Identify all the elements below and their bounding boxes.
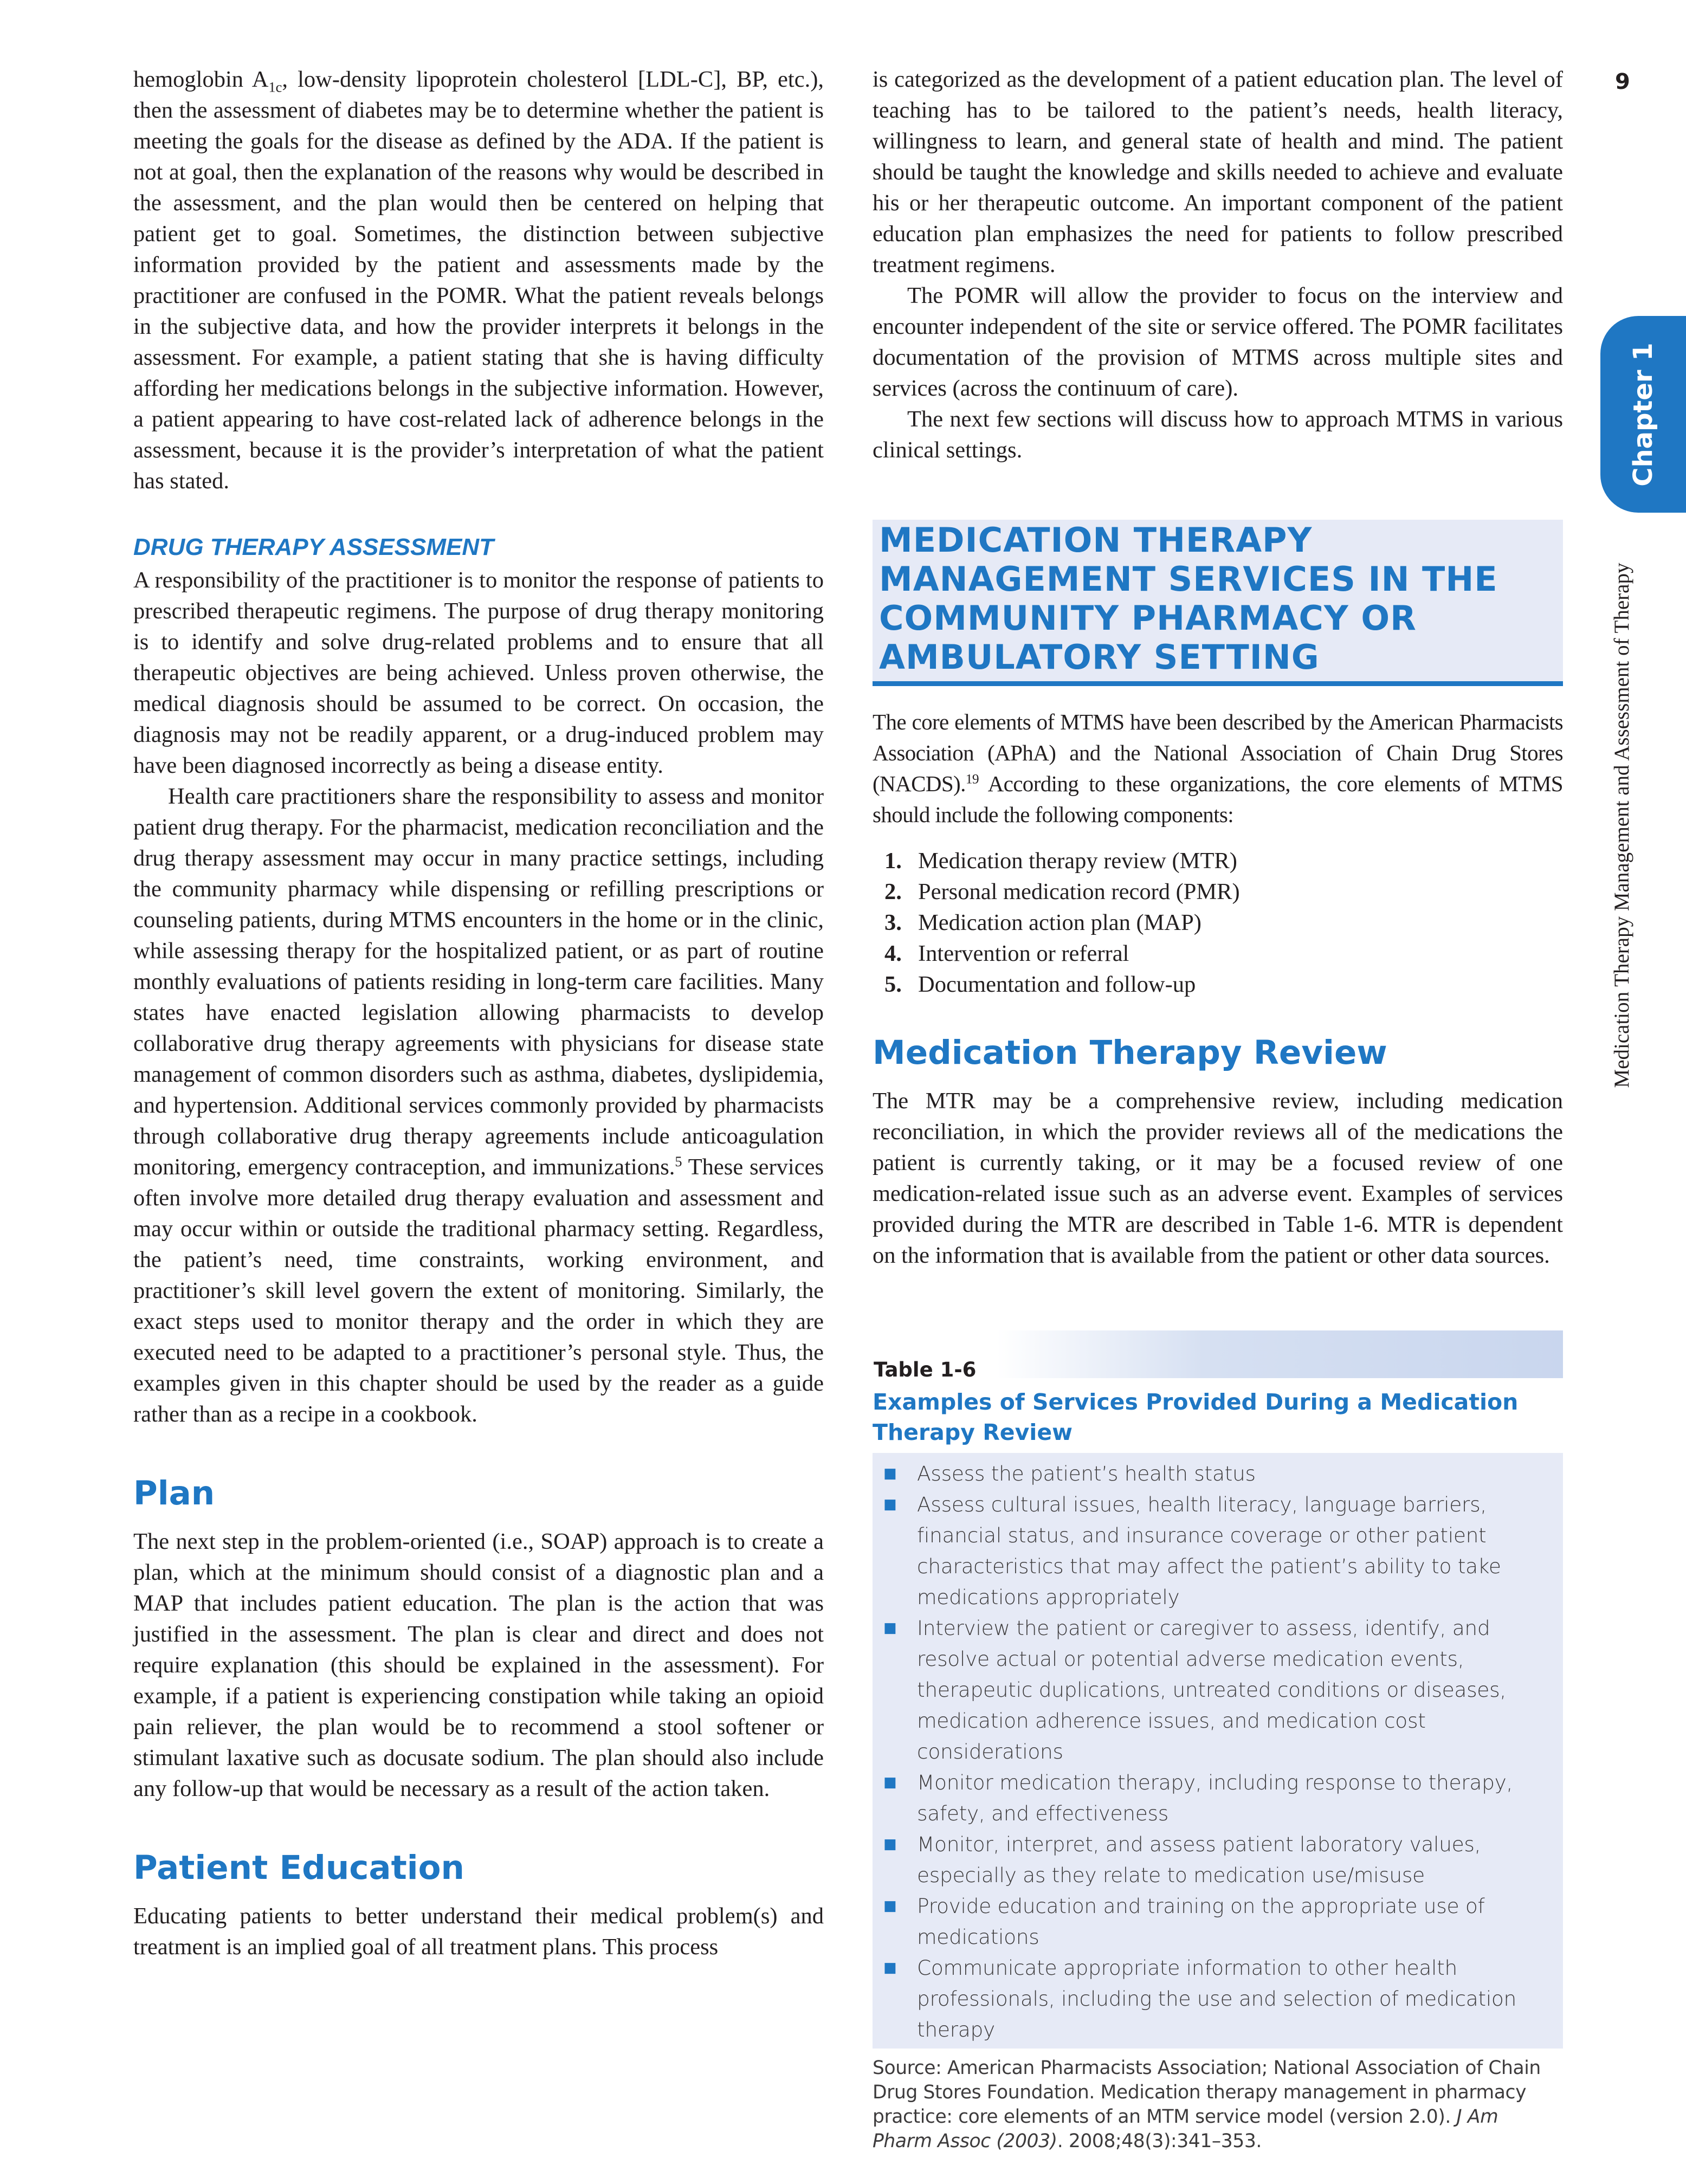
- intro-paragraph: [873, 707, 1563, 830]
- list-text: Intervention or referral: [918, 941, 1129, 966]
- core-elements-list: [873, 845, 1563, 1000]
- section-heading: MEDICATION THERAPY MANAGEMENT SERVICES IN THE COMMUNITY PHARMACY OR AMBULATORY SETTING: [879, 520, 1498, 677]
- drug-therapy-paragraph-1: A responsibility of the practitioner is to monitor the response of patients to prescribed therapeutic regimens. The purpose of drug therapy monitoring is to identify and solve drug-related problems and to ensure that all therapeutic objectives are being achieved. Unless proven otherwise, the medical diagnosis should be assumed to be correct. On occasion, the diagnosis may not be readily apparent, or a drug-induced problem may have been diagnosed incorrectly as being a disease entity.: [133, 567, 824, 778]
- table-row: [882, 1829, 1554, 1891]
- text-run: According to these organizations, the core elements of MTMS should include the following components:: [873, 771, 1563, 827]
- reference-marker: 5: [675, 1153, 682, 1169]
- list-item: [873, 907, 1563, 938]
- list-text: Medication therapy review (MTR): [918, 848, 1237, 874]
- text-run: . 2008;48(3):341–353.: [1057, 2130, 1262, 2152]
- patient-education-paragraph: Educating patients to better understand their medical problem(s) and treatment is an implied goal of all treatment plans. This process: [133, 1903, 824, 1960]
- text-run: Health care practitioners share the responsibility to assess and monitor patient drug therapy. For the pharmacist, medication reconciliation and the drug therapy assessment may occur in many practice settings, including the community pharmacy while dispensing or refilling prescriptions or counseling patients, during MTMS encounters in the home or in the clinic, while assessing therapy for the hospitalized patient, or as part of routine monthly evaluations of patients residing in long-term care facilities. Many states have enacted legislation allowing pharmacists to develop collaborative drug therapy agreements with physicians for disease state management of common disorders such as asthma, diabetes, dyslipidemia, and hypertension. Additional services commonly provided by pharmacists through collaborative drug therapy agreements include anticoagulation monitoring, emergency contraception, and immunizations.: [133, 784, 824, 1180]
- patient-education-heading: Patient Education: [133, 1849, 464, 1887]
- chapter-tab-label: Chapter 1: [1628, 342, 1658, 487]
- list-text: Documentation and follow-up: [918, 972, 1196, 997]
- page-number: 9: [1615, 69, 1630, 94]
- table-body: [873, 1453, 1563, 2049]
- right-column: [873, 64, 1563, 2154]
- drug-therapy-heading: DRUG THERAPY ASSESSMENT: [133, 534, 494, 560]
- table-row: [882, 1891, 1554, 1953]
- list-text: Personal medication record (PMR): [918, 879, 1240, 904]
- bullet-icon: ■: [883, 1465, 897, 1482]
- table-row-text: Assess the patient’s health status: [917, 1462, 1256, 1485]
- plan-heading: Plan: [133, 1474, 215, 1513]
- next-sections-paragraph: The next few sections will discuss how to approach MTMS in various clinical settings.: [873, 406, 1563, 463]
- list-item: [873, 969, 1563, 1000]
- bullet-icon: ■: [883, 1960, 897, 1976]
- table-row-text: Assess cultural issues, health literacy, language barriers, financial status, and insurance coverage or other patient characteristics that may affect the patient’s ability to take medications appropriately: [917, 1492, 1501, 1609]
- bullet-icon: ■: [883, 1836, 897, 1852]
- list-item: [873, 876, 1563, 907]
- table-number: Table 1-6: [874, 1358, 977, 1381]
- table-row: [882, 1613, 1554, 1767]
- table-row-text: Provide education and training on the appropriate use of medications: [917, 1894, 1485, 1949]
- list-number: 1.: [884, 848, 902, 874]
- reference-marker: 19: [965, 771, 979, 787]
- plan-paragraph: The next step in the problem-oriented (i.e., SOAP) approach is to create a plan, which at the minimum should consist of a diagnostic plan and a MAP that includes patient education. The plan is the action that was justified in the assessment. The plan is clear and direct and does not require explanation (this should be explained in the assessment). For example, if a patient is experiencing constipation while taking an opioid pain reliever, the plan would be to recommend a stool softener or stimulant laxative such as docusate sodium. The plan should also include any follow-up that would be necessary as a result of the action taken.: [133, 1529, 824, 1801]
- pomr-paragraph: The POMR will allow the provider to focus on the interview and encounter independent of the site or service offered. The POMR facilitates documentation of the provision of MTMS across multiple sites and services (across the continuum of care).: [873, 283, 1563, 401]
- text-run: , low-density lipoprotein cholesterol [LDL-C], BP, etc.), then the assessment of diabetes may be to determine whether the patient is meeting the goals for the disease as defined by the ADA. If the patient is not at goal, then the explanation of the reasons why would be described in the assessment, and the plan would then be centered on helping that patient get to goal. Sometimes, the distinction between subjective information provided by the patient and assessments made by the practitioner are confused in the POMR. What the patient reveals belongs in the subjective data, and how the provider interprets it belongs in the assessment. For example, a patient stating that she is having difficulty affording her medications belongs in the subjective information. However, a patient appearing to have cost-related lack of adherence belongs in the assessment, because it is the provider’s interpretation of what the patient has stated.: [133, 67, 824, 494]
- list-item: [873, 938, 1563, 969]
- bullet-icon: ■: [883, 1496, 897, 1513]
- table-row: [882, 1953, 1554, 2045]
- table-row-text: Communicate appropriate information to other health professionals, including the use and selection of medication therapy: [917, 1956, 1517, 2041]
- continued-paragraph: is categorized as the development of a patient education plan. The level of teaching has to be tailored to the patient’s needs, health literacy, willingness to learn, and general state of health and mind. The patient should be taught the knowledge and skills needed to achieve and evaluate his or her therapeutic outcome. An important component of the patient education plan emphasizes the need for patients to follow prescribed treatment regimens.: [873, 67, 1563, 277]
- table-title: Examples of Services Provided During a Medication Therapy Review: [873, 1389, 1519, 1445]
- table-row-text: Interview the patient or caregiver to assess, identify, and resolve actual or potential adverse medication events, therapeutic duplications, untreated conditions or diseases, medication adherence issues, and medication cost considerations: [917, 1616, 1506, 1763]
- table-header-band: [873, 1330, 1563, 1381]
- text-run: Source: American Pharmacists Association; National Association of Chain Drug Stores Foundation. Medication therapy management in pharmacy practice: core elements of an MTM service model (version 2.0).: [873, 2057, 1541, 2128]
- chapter-tab: [1600, 316, 1686, 513]
- table-source: [873, 2056, 1563, 2154]
- table-row-text: Monitor, interpret, and assess patient laboratory values, especially as they relate to medication use/misuse: [917, 1832, 1481, 1887]
- mtr-paragraph: The MTR may be a comprehensive review, including medication reconciliation, in which the provider reviews all of the medications the patient is currently taking, or it may be a focused review of one medication-related issue such as an adverse event. Examples of services provided during the MTR are described in Table 1-6. MTR is dependent on the information that is available from the patient or other data sources.: [873, 1088, 1563, 1268]
- bullet-icon: ■: [883, 1774, 897, 1791]
- table-row: [882, 1458, 1554, 1489]
- table-row: [882, 1767, 1554, 1829]
- continued-paragraph: [133, 64, 824, 496]
- table-row: [882, 1489, 1554, 1613]
- text-run: These services often involve more detailed drug therapy evaluation and assessment and may occur within or outside the traditional pharmacy setting. Regardless, the patient’s need, time constraints, working environment, and practitioner’s skill level govern the extent of monitoring. Similarly, the exact steps used to monitor therapy and the order in which they are executed need to be adapted to a practitioner’s personal style. Thus, the examples given in this chapter should be used by the reader as a guide rather than as a recipe in a cookbook.: [133, 1154, 824, 1427]
- journal-name: J Am Pharm Assoc (2003): [873, 2106, 1498, 2152]
- list-number: 4.: [884, 941, 902, 966]
- list-number: 3.: [884, 910, 902, 935]
- list-number: 5.: [884, 972, 902, 997]
- section-heading-box: [873, 520, 1563, 686]
- list-number: 2.: [884, 879, 902, 904]
- list-item: [873, 845, 1563, 876]
- bullet-icon: ■: [883, 1620, 897, 1636]
- drug-therapy-paragraph-2: [133, 781, 824, 1430]
- core-elements-intro: [873, 707, 1563, 830]
- bullet-icon: ■: [883, 1898, 897, 1914]
- text-run: hemoglobin A: [133, 67, 269, 92]
- mtr-heading: Medication Therapy Review: [873, 1033, 1387, 1072]
- text-run: The core elements of MTMS have been described by the American Pharmacists Association (APhA) and the National Association of Chain Drug Stores (NACDS).: [873, 709, 1563, 796]
- subscript: 1c: [268, 79, 282, 95]
- table-row-text: Monitor medication therapy, including response to therapy, safety, and effectiveness: [917, 1771, 1513, 1825]
- running-head: Medication Therapy Management and Assessment of Therapy: [1610, 563, 1633, 1088]
- left-column: [133, 64, 824, 1962]
- list-text: Medication action plan (MAP): [918, 910, 1201, 935]
